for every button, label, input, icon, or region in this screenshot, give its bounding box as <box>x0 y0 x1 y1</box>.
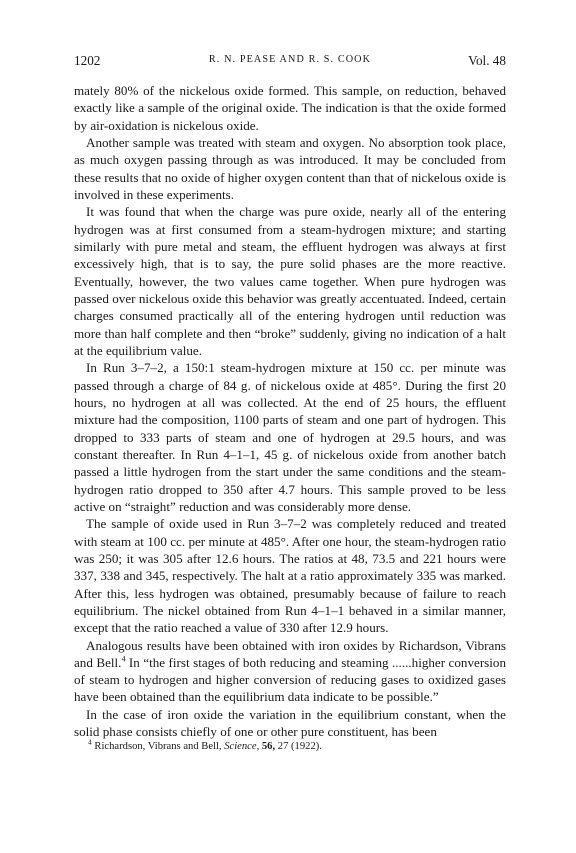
paragraph-6-text-after: In “the first stages of both reducing and steaming ......higher conversion of steam to hydrogen and higher conversion of reducing gases to oxidized gases have been obtained than the equilibrium data indicate to be possible.” <box>74 654 507 705</box>
footnote-authors: Richardson, Vibrans and Bell, <box>94 741 222 753</box>
volume-label: Vol. 48 <box>468 53 506 68</box>
paragraph-7: In the case of iron oxide the variation in the equilibrium constant, when the solid phase consists chiefly of one or other pure constituent, has been <box>74 706 506 740</box>
footnote-reference: 4 <box>121 654 126 664</box>
paragraph-2: Another sample was treated with steam and oxygen. No absorption took place, as much oxygen passing through as was introduced. It may be concluded from these results that no oxide of higher oxygen content than that of nickelous oxide is involved in these experiments. <box>74 134 506 202</box>
paragraph-6-text-before: Analogous results have been obtained with iron oxides by Richardson, Vibrans and Bell. <box>74 637 506 670</box>
paragraph-3: It was found that when the charge was pure oxide, nearly all of the entering hydrogen was at first consumed from a steam-hydrogen mixture; and starting similarly with pure metal and steam, the effluent hydrogen was always at first excessively high, that is to say, the pure solid phases are the more reactive. Eventually, however, the two values came together. When pure hydrogen was passed over nickelous oxide this behavior was greatly accentuated. Indeed, certain charges consumed practically all of the entering hydrogen until reduction was more than half complete and then “broke” suddenly, giving no indication of a halt at the equilibrium value. <box>74 204 506 358</box>
body-text <box>74 82 506 740</box>
footnote <box>74 737 506 754</box>
page-number: 1202 <box>74 53 101 68</box>
footnote-pages: 27 (1922). <box>277 741 322 753</box>
running-head-authors: R. N. PEASE AND R. S. COOK <box>208 54 372 65</box>
paragraph-6 <box>74 637 506 706</box>
footnote-marker: 4 <box>88 737 92 747</box>
paper-page <box>74 53 506 754</box>
paragraph-4: In Run 3–7–2, a 150:1 steam-hydrogen mixture at 150 cc. per minute was passed through a charge of 84 g. of nickelous oxide at 485°. During the first 20 hours, no hydrogen at all was collected. At the end of 25 hours, the effluent mixture had the composition, 1100 parts of steam and one part of hydrogen. This dropped to 333 parts of steam and one of hydrogen at 29.5 hours, and was constant thereafter. In Run 4–1–1, 45 g. of nickelous oxide from another batch passed a little hydrogen from the start under the same conditions and the steam-hydrogen ratio dropped to 350 after 4.7 hours. This sample proved to be less active on “straight” reduction and was considerably more dense. <box>74 360 506 514</box>
footnote-journal: Science, <box>224 741 260 753</box>
paragraph-1: mately 80% of the nickelous oxide formed. This sample, on reduction, behaved exactly like a sample of the original oxide. The indication is that the oxide formed by air-oxidation is nickelous oxide. <box>74 83 506 133</box>
footnote-volume: 56, <box>261 741 276 753</box>
running-header <box>74 53 506 75</box>
paragraph-5: The sample of oxide used in Run 3–7–2 was completely reduced and treated with steam at 100 cc. per minute at 485°. After one hour, the steam-hydrogen ratio was 250; it was 305 after 12.6 hours. The ratios at 48, 73.5 and 221 hours were 337, 338 and 345, respectively. The halt at a ratio approximately 335 was marked. After this, less hydrogen was obtained, presumably because of failure to reach equilibrium. The nickel obtained from Run 4–1–1 behaved in a similar manner, except that the ratio reached a value of 330 after 12.9 hours. <box>74 516 506 636</box>
